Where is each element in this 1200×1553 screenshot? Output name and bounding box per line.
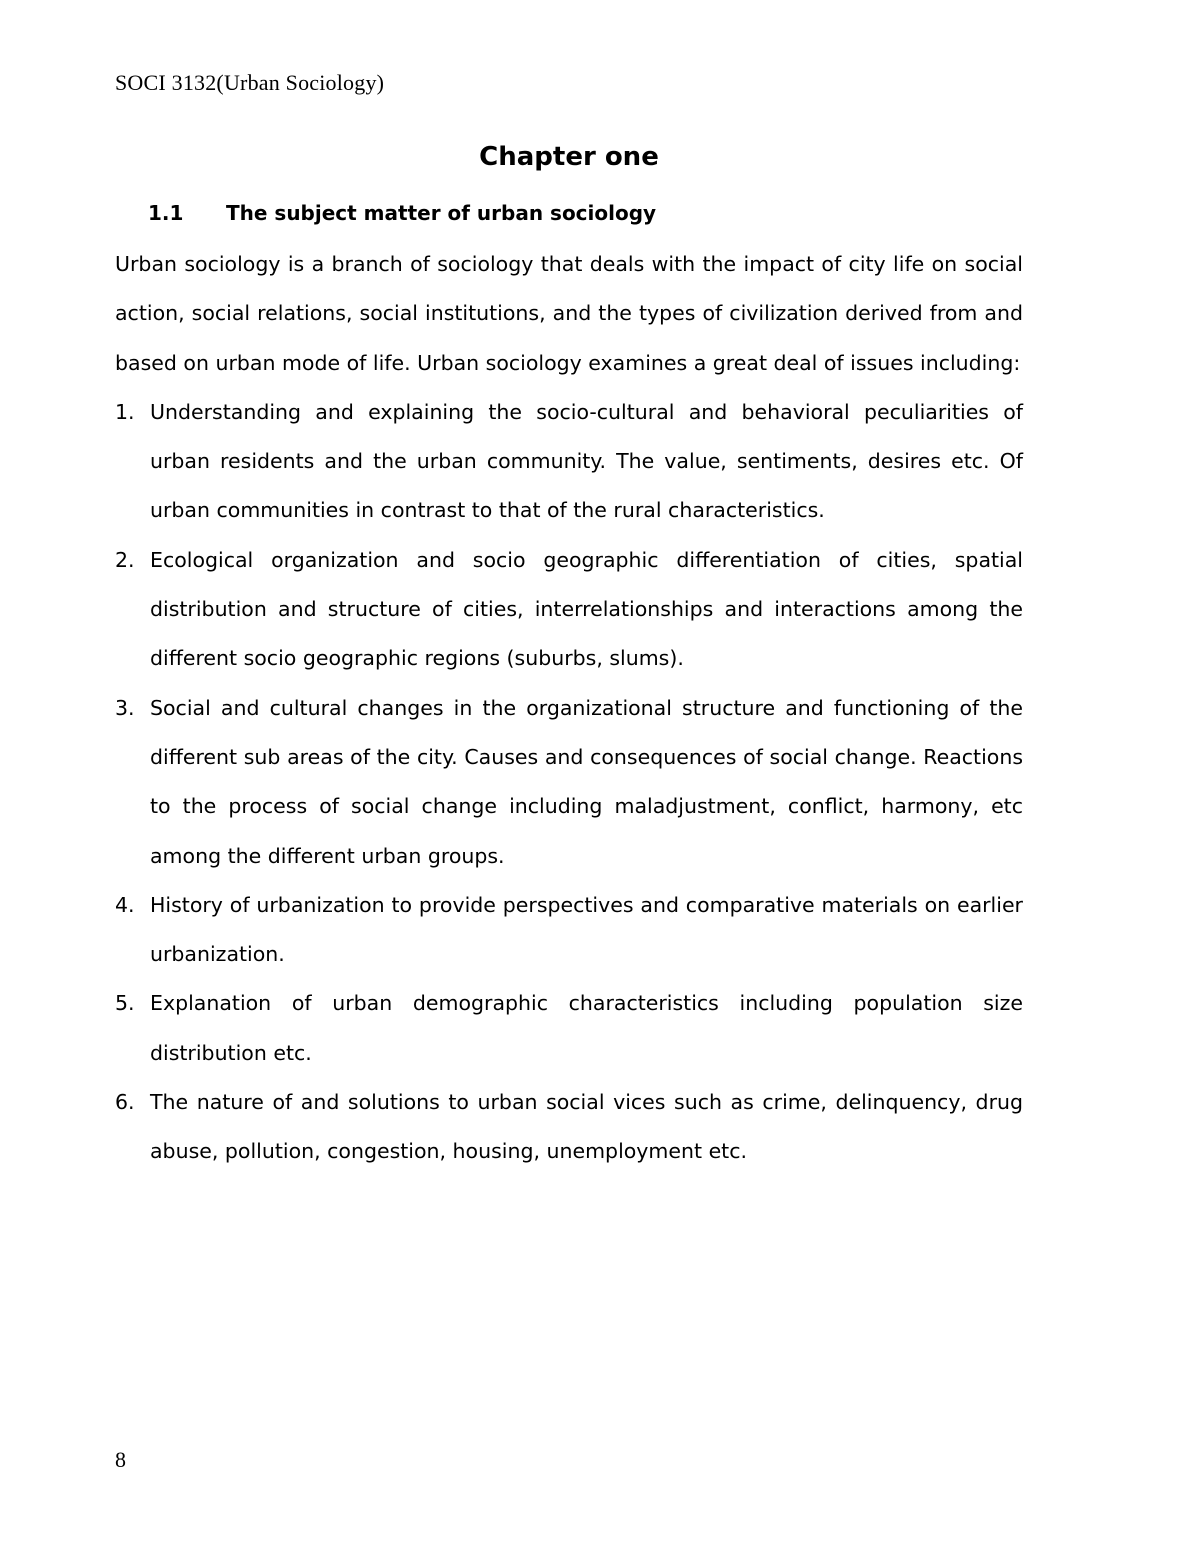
list-item	[115, 388, 1023, 536]
list-item	[115, 881, 1023, 980]
list-item-number: 6.	[115, 1090, 135, 1115]
list-item-text: History of urbanization to provide perspectives and comparative materials on earlier urbanization.	[150, 892, 1023, 967]
body-text	[115, 240, 1023, 1177]
list-item-text: The nature of and solutions to urban social vices such as crime, delinquency, drug abuse, pollution, congestion, housing, unemployment etc.	[150, 1090, 1023, 1164]
list-item	[115, 684, 1023, 881]
list-item	[115, 979, 1023, 1078]
list-item-text: Social and cultural changes in the organizational structure and functioning of the different sub areas of the city. Causes and consequences of social change. Reactions to the process of social change including maladjustment, conflict, harmony, etc among the different urban groups.	[150, 695, 1023, 868]
list-item-number: 2.	[115, 547, 135, 572]
section-heading	[148, 201, 656, 225]
intro-paragraph: Urban sociology is a branch of sociology that deals with the impact of city life on social action, social relations, social institutions, and the types of civilization derived from and based on urban mode of life. Urban sociology examines a great deal of issues including:	[115, 252, 1023, 375]
issues-list	[115, 388, 1023, 1177]
running-header: SOCI 3132(Urban Sociology)	[115, 70, 385, 95]
section-number: 1.1	[148, 201, 184, 225]
list-item-text: Explanation of urban demographic characteristics including population size distribution etc.	[150, 991, 1023, 1065]
list-item	[115, 536, 1023, 684]
list-item-text: Understanding and explaining the socio-cultural and behavioral peculiarities of urban residents and the urban community. The value, sentiments, desires etc. Of urban communities in contrast to that of the rural characteristics.	[150, 399, 1023, 523]
list-item	[115, 1078, 1023, 1177]
list-item-number: 4.	[115, 892, 135, 917]
chapter-title: Chapter one	[479, 142, 659, 172]
section-title: The subject matter of urban sociology	[226, 201, 657, 225]
list-item-number: 1.	[115, 399, 135, 424]
list-item-number: 5.	[115, 991, 135, 1016]
list-item-number: 3.	[115, 695, 135, 720]
page-number: 8	[115, 1447, 126, 1472]
list-item-text: Ecological organization and socio geographic differentiation of cities, spatial distribution and structure of cities, interrelationships and interactions among the different socio geographic regions (suburbs, slums).	[150, 547, 1023, 671]
